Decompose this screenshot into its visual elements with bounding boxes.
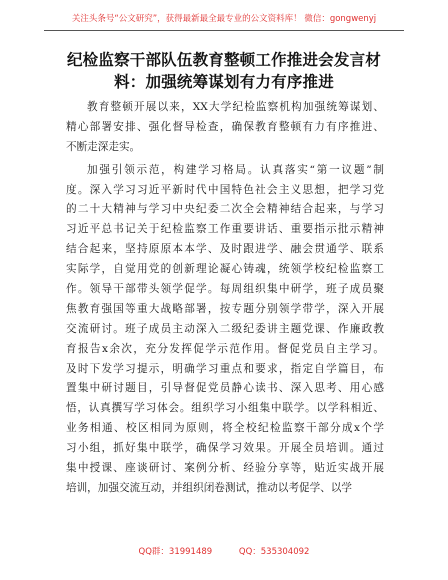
paragraph-line: 实际学，自觉用党的创新理论凝心铸魂，统领学校纪检监察工 (66, 263, 384, 276)
paragraph (66, 161, 384, 499)
footer (0, 545, 448, 557)
paragraph-line: 育报告x余次，充分发挥促学示范作用。督促党员自主学习。 (66, 342, 384, 355)
title-line-1: 纪检监察干部队伍教育整顿工作推进会发言材 (66, 51, 381, 69)
paragraph-line: 交流研讨。班子成员主动深入二级纪委讲主题党课、作廉政教 (66, 322, 384, 335)
paragraph-line: 教育整顿开展以来，XX大学纪检监察机构加强统筹谋划、 (87, 101, 384, 113)
paragraph-line: 加强引领示范，构建学习格局。认真落实“第一议题”制 (87, 163, 384, 176)
paragraph (66, 98, 384, 158)
paragraph-line: 业务相通、校区相同为原则，将全校纪检监察干部分成x个学 (66, 422, 384, 435)
header-banner: 关注头条号“公文研究”，获得最新最全最专业的公文资料库！ 微信：gongwenyj (44, 8, 404, 31)
paragraph-line: 习小组，抓好集中联学，确保学习效果。开展全员培训。通过 (66, 442, 384, 455)
paragraph-line: 及时下发学习提示，明确学习重点和要求，指定自学篇目，布 (66, 362, 384, 375)
footer-qq-group: QQ群：31991489 (138, 547, 213, 557)
paragraph-line: 焦教育强国等重大战略部署，按专题分别领学带学，深入开展 (66, 302, 384, 315)
document-title (58, 49, 390, 93)
paragraph-line: 集中授课、座谈研讨、案例分析、经验分享等，贴近实战开展 (66, 462, 384, 475)
paragraph-line: 的二十大精神与学习中央纪委二次全会精神结合起来，与学习 (66, 203, 384, 216)
document-body (66, 98, 384, 502)
paragraph-line: 不断走深走实。 (66, 140, 141, 153)
paragraph-line: 作。领导干部带头领学促学。每周组织集中研学，班子成员聚 (66, 283, 384, 296)
paragraph-line: 悟，认真撰写学习体会。组织学习小组集中联学。以学科相近、 (66, 402, 384, 415)
title-line-2: 料：加强统筹谋划有力有序推进 (114, 73, 334, 91)
paragraph-line: 习近平总书记关于纪检监察工作重要讲话、重要指示批示精神 (66, 223, 384, 236)
paragraph-line: 精心部署安排、强化督导检查，确保教育整顿有力有序推进、 (66, 120, 384, 133)
paragraph-line: 度。深入学习习近平新时代中国特色社会主义思想，把学习党 (66, 183, 384, 196)
footer-qq: QQ：535304092 (238, 547, 310, 557)
paragraph-line: 置集中研讨题目，引导督促党员静心读书、深入思考、用心感 (66, 382, 384, 395)
paragraph-line: 培训，加强交流互动，并组织闭卷测试，推动以考促学、以学 (66, 481, 353, 494)
paragraph-line: 结合起来，坚持原原本本学、及时跟进学、融会贯通学、联系 (66, 243, 384, 256)
